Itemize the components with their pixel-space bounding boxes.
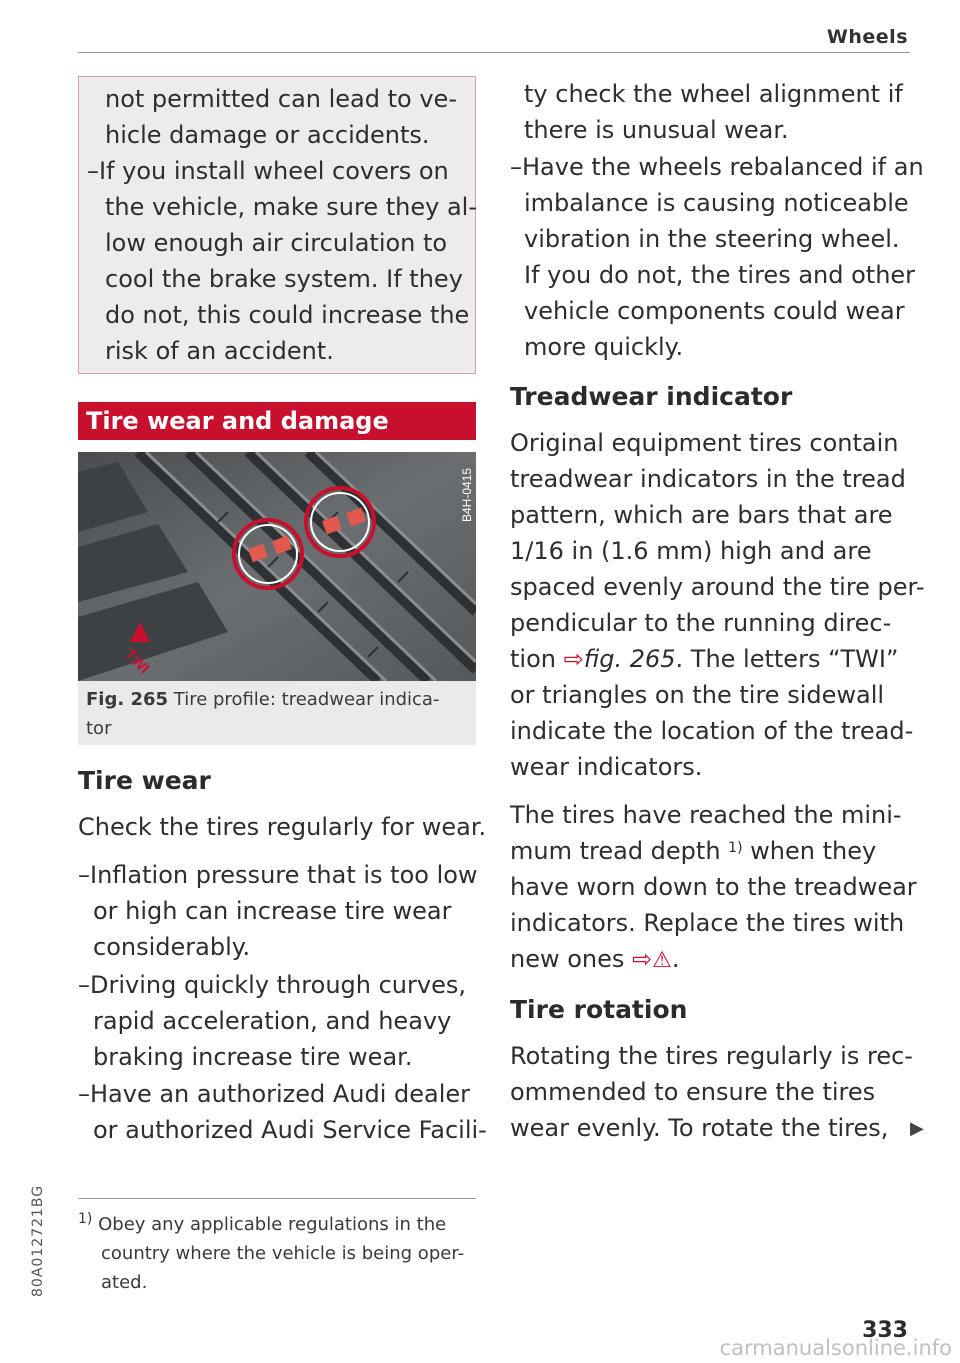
list-item: –Driving quickly through curves, bbox=[78, 971, 466, 999]
body-text-line: pattern, which are bars that are bbox=[510, 501, 893, 529]
footnote-text: ated. bbox=[101, 1272, 148, 1293]
running-header: Wheels bbox=[826, 26, 908, 48]
list-item-continuation: ty check the wheel alignment if bbox=[524, 80, 903, 108]
reference-arrow-icon: ⇨ bbox=[563, 645, 584, 673]
treadwear-heading: Treadwear indicator bbox=[510, 382, 793, 411]
text-segment: . bbox=[671, 945, 680, 973]
list-item-continuation: there is unusual wear. bbox=[524, 116, 789, 144]
figure-caption-text: Tire profile: treadwear indica- bbox=[173, 689, 440, 710]
figure-caption bbox=[86, 685, 439, 714]
body-text-line: The tires have reached the mini- bbox=[510, 801, 902, 829]
list-item-continuation: If you do not, the tires and other bbox=[524, 261, 916, 289]
tire-wear-heading: Tire wear bbox=[78, 766, 211, 795]
body-text-line bbox=[510, 941, 680, 979]
section-heading: Tire wear and damage bbox=[78, 402, 476, 440]
body-text-line: indicate the location of the tread- bbox=[510, 717, 914, 745]
text-segment: tion bbox=[510, 645, 564, 673]
warning-text-line: do not, this could increase the bbox=[105, 301, 470, 329]
footnote-text: country where the vehicle is being oper- bbox=[101, 1243, 465, 1264]
warning-text-line: low enough air circulation to bbox=[105, 229, 448, 257]
list-item: –Have an authorized Audi dealer bbox=[78, 1080, 471, 1108]
body-text-line: ommended to ensure the tires bbox=[510, 1078, 876, 1106]
footnote-text: Obey any applicable regulations in the bbox=[92, 1214, 447, 1235]
body-text-line: treadwear indicators in the tread bbox=[510, 465, 906, 493]
reference-arrow-icon: ⇨ bbox=[632, 945, 653, 973]
warning-box bbox=[78, 76, 476, 374]
body-text-line: Original equipment tires contain bbox=[510, 429, 899, 457]
figure-caption-box bbox=[78, 681, 476, 745]
text-segment: new ones bbox=[510, 945, 633, 973]
list-item-continuation: more quickly. bbox=[524, 333, 684, 361]
body-text-line: wear indicators. bbox=[510, 753, 703, 781]
body-text-line: or triangles on the tire sidewall bbox=[510, 681, 885, 709]
list-item: –Inflation pressure that is too low bbox=[78, 861, 478, 889]
figure-number: Fig. 265 bbox=[86, 689, 169, 710]
warning-text-line: not permitted can lead to ve- bbox=[105, 85, 457, 113]
tire-tread-figure bbox=[78, 452, 476, 681]
body-text-line: Check the tires regularly for wear. bbox=[78, 813, 487, 841]
warning-triangle-icon[interactable]: ⚠ bbox=[652, 948, 672, 973]
body-text-line bbox=[510, 641, 898, 677]
tire-tread-illustration bbox=[78, 452, 476, 681]
list-item: –Have the wheels rebalanced if an bbox=[510, 153, 924, 181]
body-text-line bbox=[510, 833, 876, 869]
list-item-continuation: vehicle components could wear bbox=[524, 297, 905, 325]
text-segment: when they bbox=[742, 837, 877, 865]
list-item-continuation: braking increase tire wear. bbox=[93, 1043, 413, 1071]
list-item-continuation: or high can increase tire wear bbox=[93, 897, 452, 925]
watermark: carmanualsonline.info bbox=[719, 1336, 952, 1360]
list-item-continuation: or authorized Audi Service Facili- bbox=[93, 1116, 487, 1144]
continue-arrow-icon: ▶ bbox=[910, 1118, 924, 1139]
figure-code: B4H-0415 bbox=[460, 467, 474, 522]
body-text-line: spaced evenly around the tire per- bbox=[510, 573, 925, 601]
body-text-line: Rotating the tires regularly is rec- bbox=[510, 1042, 913, 1070]
footnote bbox=[78, 1210, 446, 1239]
footnote-reference[interactable]: 1) bbox=[728, 840, 743, 856]
list-item-continuation: imbalance is causing noticeable bbox=[524, 189, 909, 217]
body-text-line: have worn down to the treadwear bbox=[510, 873, 917, 901]
warning-text-line: risk of an accident. bbox=[105, 337, 334, 365]
warning-text-line: –If you install wheel covers on bbox=[87, 157, 449, 185]
page-number: 333 bbox=[862, 1318, 908, 1343]
text-segment: mum tread depth bbox=[510, 837, 729, 865]
twi-label: TWI bbox=[121, 645, 153, 678]
footnote-mark: 1) bbox=[78, 1211, 93, 1227]
list-item-continuation: rapid acceleration, and heavy bbox=[93, 1007, 452, 1035]
figure-caption-text: tor bbox=[86, 718, 112, 739]
footnote-rule bbox=[78, 1198, 476, 1199]
warning-text-line: the vehicle, make sure they al- bbox=[105, 193, 477, 221]
body-text-line: indicators. Replace the tires with bbox=[510, 909, 905, 937]
list-item-continuation: vibration in the steering wheel. bbox=[524, 225, 900, 253]
header-rule bbox=[78, 52, 910, 53]
list-item-continuation: considerably. bbox=[93, 933, 251, 961]
body-text-line: pendicular to the running direc- bbox=[510, 609, 892, 637]
warning-text-line: hicle damage or accidents. bbox=[105, 121, 430, 149]
tire-rotation-heading: Tire rotation bbox=[510, 995, 688, 1024]
document-code: 80A012721BG bbox=[30, 1184, 46, 1297]
body-text-line: wear evenly. To rotate the tires, bbox=[510, 1114, 889, 1142]
warning-text-line: cool the brake system. If they bbox=[105, 265, 463, 293]
text-segment: . The letters “TWI” bbox=[675, 645, 899, 673]
body-text-line: 1/16 in (1.6 mm) high and are bbox=[510, 537, 872, 565]
figure-reference-link[interactable]: fig. 265 bbox=[583, 645, 676, 673]
